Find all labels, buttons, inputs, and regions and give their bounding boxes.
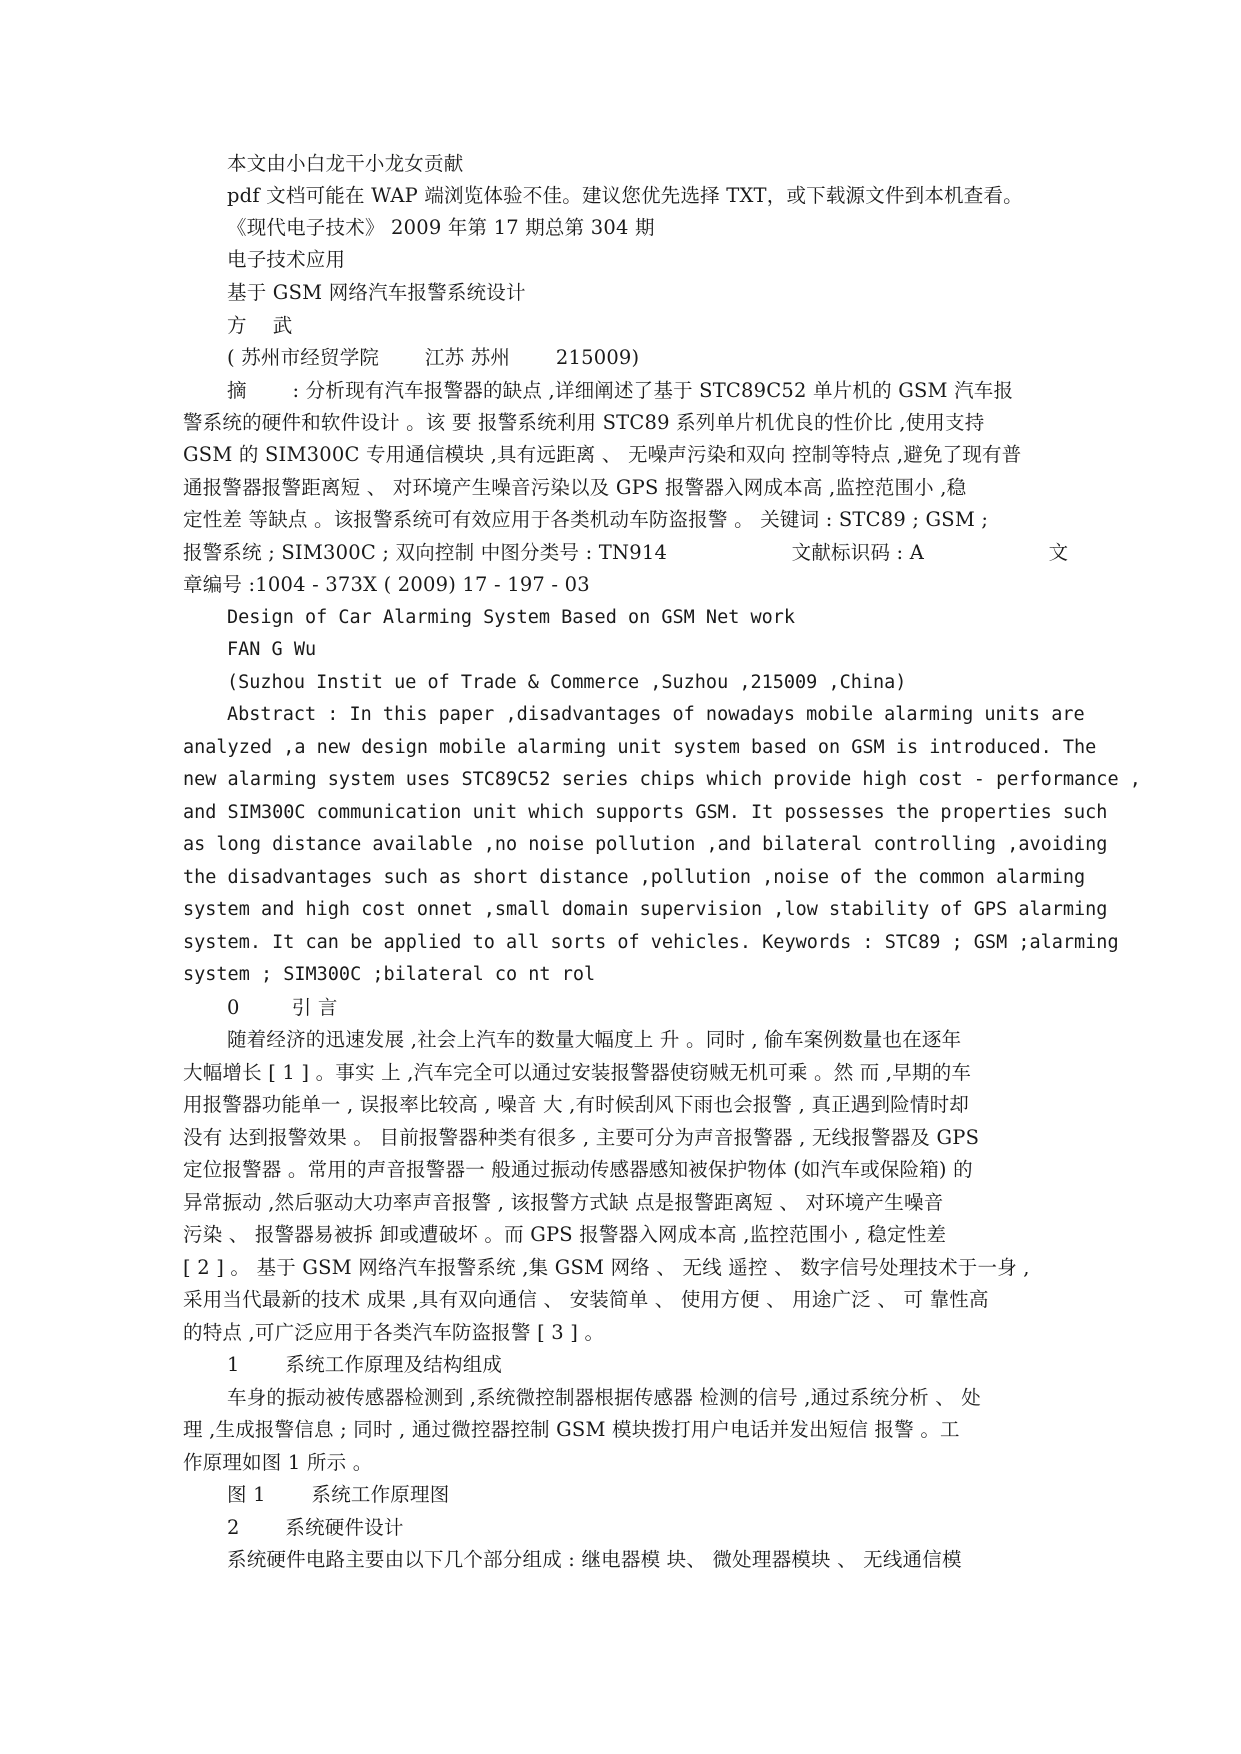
title-en: Design of Car Alarming System Based on GSM Net work [227,607,796,628]
journal-line: 《现代电子技术》 2009 年第 17 期总第 304 期 [227,216,655,239]
abstract-cn-line: 通报警器报警距离短 、 对环境产生噪音污染以及 GPS 报警器入网成本高 ,监控范围小 ,稳 [183,476,967,499]
title-cn: 基于 GSM 网络汽车报警系统设计 [227,281,526,304]
abstract-en-line: system and high cost onnet ,small domain supervision ,low stability of GPS alarming [183,899,1108,920]
abstract-en-line: analyzed ,a new design mobile alarming unit system based on GSM is introduced. The [183,737,1097,758]
section-2-heading: 2 系统硬件设计 [227,1516,404,1539]
affiliation-cn: ( 苏州市经贸学院 江苏 苏州 215009) [227,346,640,369]
abstract-en-line: new alarming system uses STC89C52 series chips which provide high cost - performance , [183,769,1141,790]
body-line: 作原理如图 1 所示 。 [183,1451,373,1474]
format-notice: pdf 文档可能在 WAP 端浏览体验不佳。建议您优先选择 TXT，或下载源文件到本机查看。 [227,184,1023,207]
abstract-en-line: Abstract : In this paper ,disadvantages of nowadays mobile alarming units are [227,704,1085,725]
body-line: 大幅增长 [ 1 ] 。事实 上 ,汽车完全可以通过安装报警器使窃贼无机可乘 。然 而 ,早期的车 [183,1061,972,1084]
abstract-cn-line: 摘 : 分析现有汽车报警器的缺点 ,详细阐述了基于 STC89C52 单片机的 GSM 汽车报 [227,379,1014,402]
body-line: 异常振动 ,然后驱动大功率声音报警 , 该报警方式缺 点是报警距离短 、 对环境产生噪音 [183,1191,944,1214]
body-line: 随着经济的迅速发展 ,社会上汽车的数量大幅度上 升 。同时 , 偷车案例数量也在逐年 [227,1028,962,1051]
body-line: 采用当代最新的技术 成果 ,具有双向通信 、 安装简单 、 使用方便 、 用途广泛 、 可 靠性高 [183,1288,989,1311]
body-line: 系统硬件电路主要由以下几个部分组成 : 继电器模 块、 微处理器模块 、 无线通信模 [227,1548,962,1571]
body-line: 没有 达到报警效果 。 目前报警器种类有很多 , 主要可分为声音报警器 , 无线报警器及 GPS [183,1126,980,1149]
body-line: 用报警器功能单一 , 误报率比较高 , 噪音 大 ,有时候刮风下雨也会报警 , 真正遇到险情时却 [183,1093,969,1116]
body-line: [ 2 ] 。 基于 GSM 网络汽车报警系统 ,集 GSM 网络 、 无线 遥控 、 数字信号处理技术于一身 , [183,1256,1030,1279]
abstract-en-line: and SIM300C communication unit which supports GSM. It possesses the properties such [183,802,1108,823]
abstract-en-line: the disadvantages such as short distance ,pollution ,noise of the common alarming [183,867,1086,888]
body-line: 理 ,生成报警信息 ; 同时 , 通过微控器控制 GSM 模块拨打用户电话并发出短信 报警 。工 [183,1418,960,1441]
affiliation-en: (Suzhou Instit ue of Trade & Commerce ,Suzhou ,215009 ,China) [227,672,907,693]
figure-1-caption: 图 1 系统工作原理图 [227,1483,450,1506]
body-line: 污染 、 报警器易被拆 卸或遭破坏 。而 GPS 报警器入网成本高 ,监控范围小 , 稳定性差 [183,1223,947,1246]
body-line: 的特点 ,可广泛应用于各类汽车防盗报警 [ 3 ] 。 [183,1321,605,1344]
body-line: 定位报警器 。常用的声音报警器一 般通过振动传感器感知被保护物体 (如汽车或保险箱) 的 [183,1158,973,1181]
section-label: 电子技术应用 [227,248,346,271]
abstract-en-line: system ; SIM300C ;bilateral co nt rol [183,964,596,985]
contributor-line: 本文由小白龙干小龙女贡献 [227,152,464,175]
author-en: FAN G Wu [227,639,317,660]
author-cn: 方 武 [227,314,293,337]
abstract-en-line: system. It can be applied to all sorts of vehicles. Keywords : STC89 ; GSM ;alarming [183,932,1119,953]
abstract-cn-line: 报警系统 ; SIM300C ; 双向控制 中图分类号 : TN914 文献标识码 : A 文 [183,541,1069,564]
abstract-cn-line: 警系统的硬件和软件设计 。该 要 报警系统利用 STC89 系列单片机优良的性价比 ,使用支持 [183,411,985,434]
body-line: 车身的振动被传感器检测到 ,系统微控制器根据传感器 检测的信号 ,通过系统分析 、 处 [227,1386,981,1409]
section-0-heading: 0 引 言 [227,996,338,1019]
abstract-cn-line: 章编号 :1004 - 373X ( 2009) 17 - 197 - 03 [183,573,590,596]
abstract-cn-line: 定性差 等缺点 。该报警系统可有效应用于各类机动车防盗报警 。 关键词 : STC89 ; GSM ; [183,508,989,531]
abstract-cn-line: GSM 的 SIM300C 专用通信模块 ,具有远距离 、 无噪声污染和双向 控制等特点 ,避免了现有普 [183,443,1022,466]
section-1-heading: 1 系统工作原理及结构组成 [227,1353,503,1376]
abstract-en-line: as long distance available ,no noise pollution ,and bilateral controlling ,avoiding [183,834,1108,855]
